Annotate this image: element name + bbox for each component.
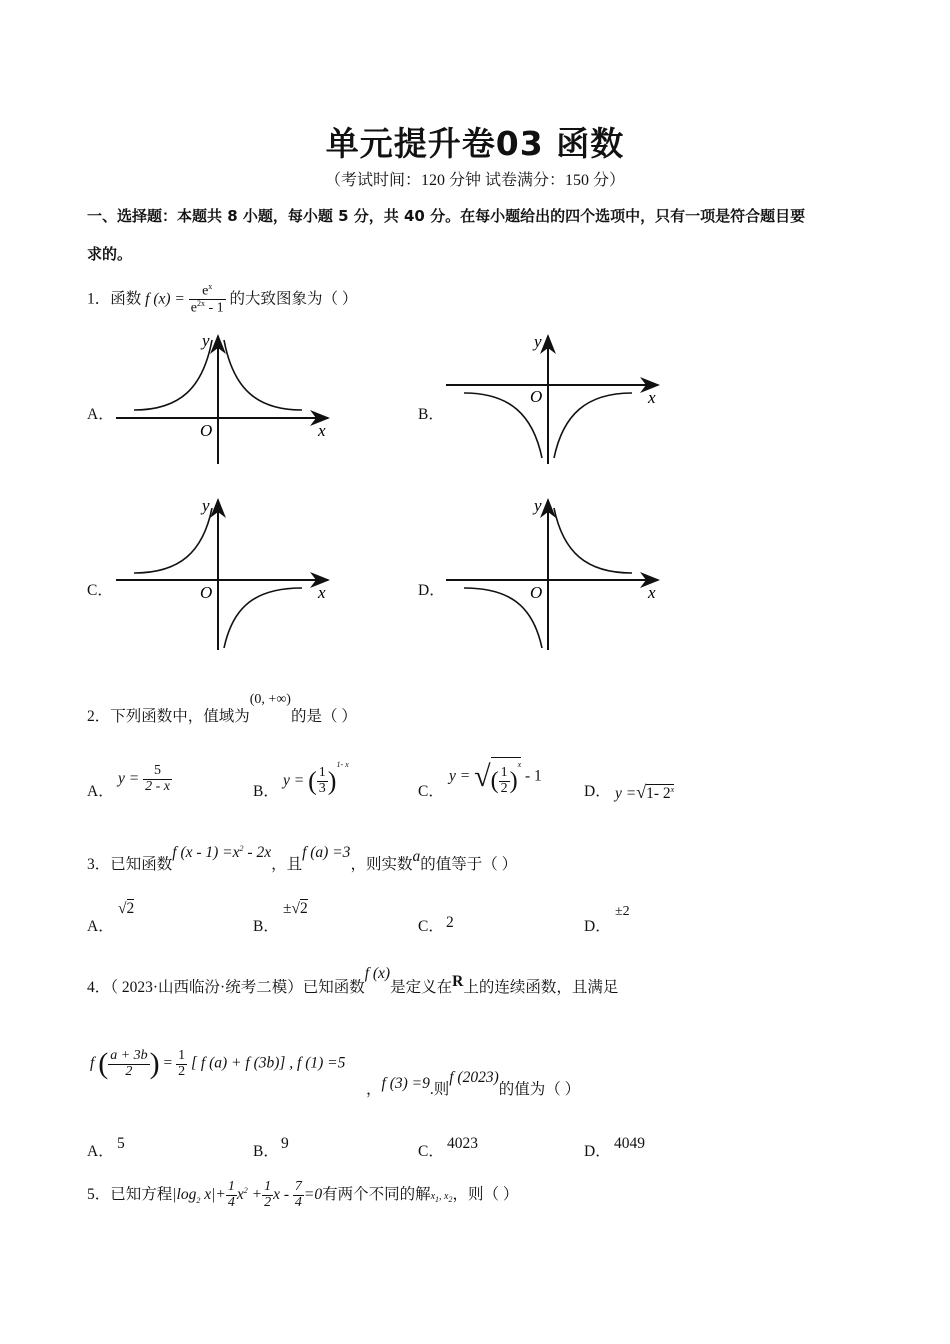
q3-option-d-label: D． (584, 918, 611, 935)
question-1 (87, 283, 357, 317)
page-title: 单元提升卷03 函数 (325, 124, 625, 163)
q3-option-b-label: B． (253, 918, 279, 935)
q2-option-c: y = √( $\frac{1}{2}$ )$^x$ - 1 (449, 757, 542, 797)
origin-label: O (200, 421, 213, 440)
q4-option-b: 9 (281, 1135, 289, 1152)
q1-graph-b (440, 330, 670, 470)
q1-option-a-label: A． (87, 406, 114, 423)
x-label: x (318, 583, 326, 602)
q1-prefix: 1．函数 (87, 290, 142, 308)
y-label: y (534, 496, 542, 515)
section-heading: 一、选择题：本题共 8 小题，每小题 5 分，共 40 分。在每小题给出的四个选项中，只有一项是符合题目要 (87, 207, 806, 225)
curve-right (554, 508, 632, 573)
q5-equation: $|\log_2$ x|+ $\frac{1}{4}$ $x^2$ + $\frac{1}{2}$ x - $\frac{7}{4}$ =0 (172, 1179, 323, 1210)
q1-option-c-label: C． (87, 582, 113, 599)
q2-option-a-label: A． (87, 783, 114, 800)
q1-fraction: $\frac{e^x}{e^{2x} - 1}$ (190, 282, 224, 316)
q3-function: f $(x - 1) =x^2 - 2x$ (172, 843, 272, 861)
q3-prefix: 3．已知函数 (87, 856, 173, 873)
q4-prefix: 4．（ 2023·山西临汾·统考二模）已知函数 (87, 979, 365, 996)
q4-option-a: 5 (117, 1135, 125, 1152)
question-4: 4．（ 2023·山西临汾·统考二模）已知函数f (x)是定义在R上的连续函数，且满足 (87, 965, 619, 996)
q4-condition: f ( $\frac{a + 3b}{2}$ ) = $\frac{1}{2}$ [ f (a) + f (3b)] , f (1) =5 (90, 1047, 346, 1080)
q3-option-a-label: A． (87, 918, 114, 935)
curve-left (134, 340, 212, 410)
q2-option-a: y = $\frac{5}{2 - x}$ (118, 763, 170, 794)
q2-suffix: 的是（ ） (290, 708, 357, 725)
q2-option-b-label: B． (253, 783, 279, 800)
q2-interval: (0, +∞) (249, 692, 291, 707)
origin-label: O (530, 583, 543, 602)
q3-option-b: ±√2 (283, 900, 308, 917)
origin-label: O (530, 387, 543, 406)
question-2 (87, 692, 357, 726)
curve-right (224, 588, 302, 648)
q1-option-b-label: B． (418, 406, 444, 423)
q2-option-c-label: C． (418, 783, 444, 800)
x-label: x (648, 583, 656, 602)
y-label: y (202, 331, 210, 350)
q4-option-a-label: A． (87, 1143, 114, 1160)
q3-condition: f (a) =3 (302, 844, 351, 861)
y-label: y (202, 496, 210, 515)
section-heading-cont: 求的。 (87, 245, 133, 263)
exam-info: （考试时间：120 分钟 试卷满分：150 分） (324, 172, 625, 189)
q4-tail: ，f (3) =9.则f (2023)的值为（ ） (366, 1069, 581, 1098)
q3-option-c: 2 (446, 914, 454, 931)
q3-option-d: ±2 (615, 904, 630, 919)
q2-option-d: y =√1- 2$^x$ (615, 782, 675, 802)
q3-option-a: √2 (118, 900, 135, 917)
q1-option-d-label: D． (418, 582, 445, 599)
origin-label: O (200, 583, 213, 602)
curve-right (224, 340, 302, 410)
q2-prefix: 2．下列函数中，值域为 (87, 708, 250, 725)
q5-prefix: 5．已知方程 (87, 1185, 173, 1203)
x-label: x (648, 388, 656, 407)
q4-option-b-label: B． (253, 1143, 279, 1160)
q2-option-b: y = ( $\frac{1}{3}$ )$^{1- x}$ (283, 760, 349, 796)
x-label: x (318, 421, 326, 440)
q4-option-c: 4023 (447, 1135, 478, 1152)
q3-option-c-label: C． (418, 918, 444, 935)
q1-graph-a (110, 330, 340, 470)
q4-option-d-label: D． (584, 1143, 611, 1160)
curve-right (554, 393, 632, 458)
q4-option-d: 4049 (614, 1135, 645, 1152)
q1-graph-d (440, 494, 670, 654)
y-label: y (534, 332, 542, 351)
question-3: 3．已知函数f $(x - 1) =x^2 - 2x$，且f (a) =3，则实数a的值等于（ ） (87, 843, 518, 873)
curve-left (134, 508, 212, 573)
q1-function: f (x) = (145, 290, 185, 308)
q2-option-d-label: D． (584, 783, 611, 800)
q1-suffix: 的大致图象为（ ） (229, 290, 358, 308)
question-5: 5．已知方程$|\log_2$ x|+ $\frac{1}{4}$ $x^2$ + $\frac{1}{2}$ x - $\frac{7}{4}$ =0有两个不同的解$x_1$, $x_2$，则（ ） (87, 1179, 519, 1210)
q1-graph-c (110, 494, 340, 654)
q4-option-c-label: C． (418, 1143, 444, 1160)
